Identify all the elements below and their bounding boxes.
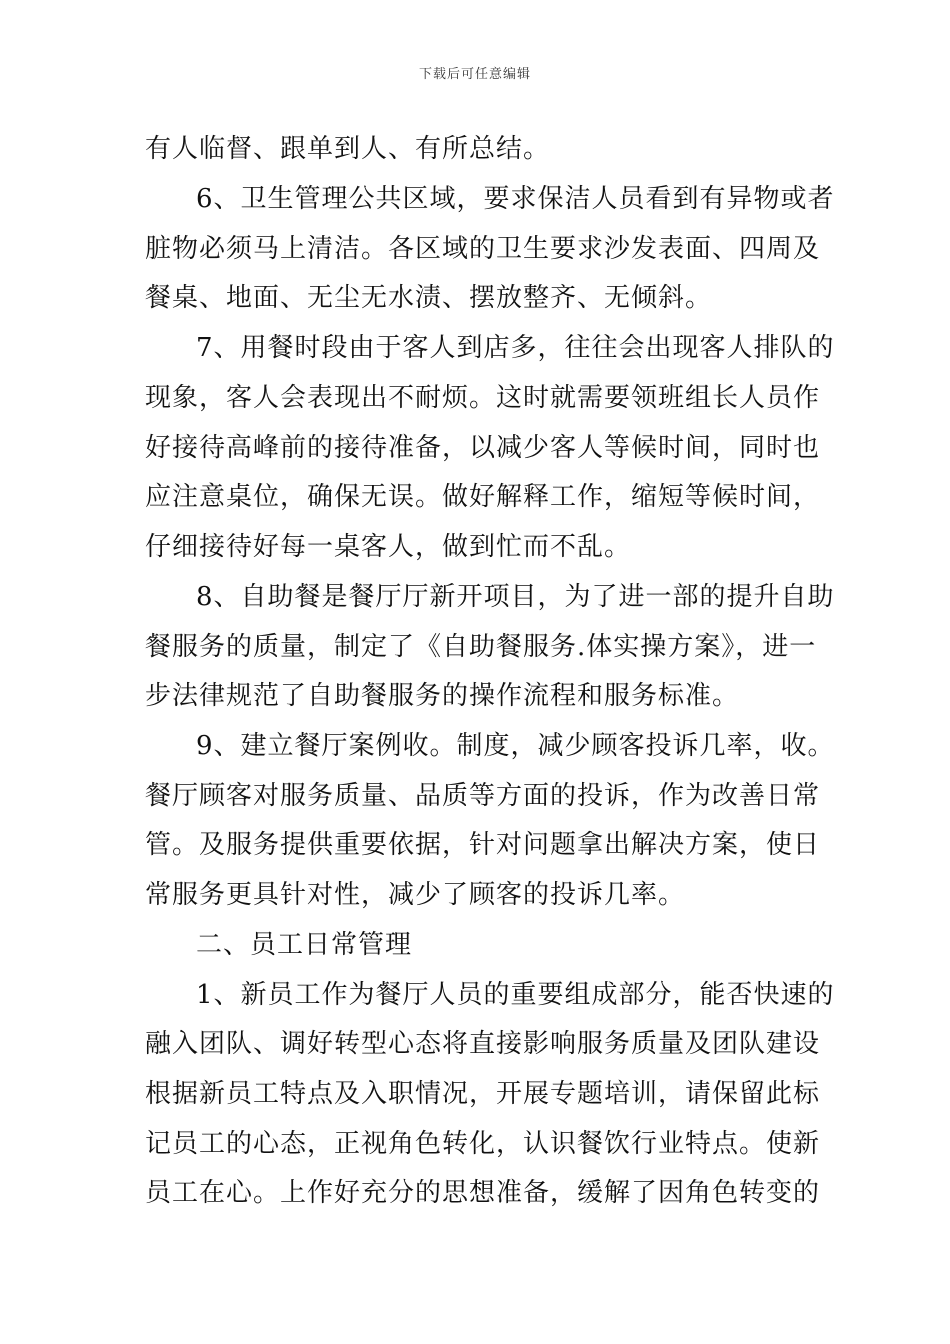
section-heading: 二、员工日常管理 xyxy=(196,930,413,960)
text-line: 好接待高峰前的接待准备，以减少客人等候时间，同时也 xyxy=(145,433,821,463)
text-line: 步法律规范了自助餐服务的操作流程和服务标准。 xyxy=(145,681,740,711)
text-line: 员工在心。上作好充分的思想准备，缓解了因角色转变的 xyxy=(145,1178,821,1208)
text-line: 有人临督、跟单到人、有所总结。 xyxy=(145,134,551,164)
text-line: 现象，客人会表现出不耐烦。这时就需要领班组长人员作 xyxy=(145,383,821,413)
text-line: 餐服务的质量，制定了《自助餐服务.体实操方案》，进一 xyxy=(145,632,817,662)
text-line: 常服务更具针对性，减少了顾客的投诉几率。 xyxy=(145,880,686,910)
text-line: 餐厅顾客对服务质量、品质等方面的投诉，作为改善日常 xyxy=(145,781,821,811)
text-line: 记员工的心态，正视角色转化，认识餐饮行业特点。使新 xyxy=(145,1129,821,1159)
text-line: 根据新员工特点及入职情况，开展专题培训，请保留此标 xyxy=(145,1079,821,1109)
text-line: 餐桌、地面、无尘无水渍、摆放整齐、无倾斜。 xyxy=(145,283,713,313)
text-line: 1、新员工作为餐厅人员的重要组成部分，能否快速的 xyxy=(196,980,835,1010)
text-line: 管。及服务提供重要依据，针对问题拿出解决方案，使日 xyxy=(145,830,821,860)
text-line: 仔细接待好每一桌客人，做到忙而不乱。 xyxy=(145,532,632,562)
text-line: 融入团队、调好转型心态将直接影响服务质量及团队建设 xyxy=(145,1029,821,1059)
text-line: 6、卫生管理公共区域，要求保洁人员看到有异物或者 xyxy=(196,184,835,214)
text-line: 8、自助餐是餐厅厅新开项目，为了进一部的提升自助 xyxy=(196,582,835,612)
text-line: 脏物必须马上清洁。各区域的卫生要求沙发表面、四周及 xyxy=(145,234,821,264)
page-header: 下载后可任意编辑 xyxy=(418,67,531,82)
text-line: 应注意桌位，确保无误。做好解释工作，缩短等候时间， xyxy=(145,482,821,512)
text-line: 7、用餐时段由于客人到店多，往往会出现客人排队的 xyxy=(196,333,835,363)
text-line: 9、建立餐厅案例收。制度，减少顾客投诉几率，收。 xyxy=(196,731,835,761)
